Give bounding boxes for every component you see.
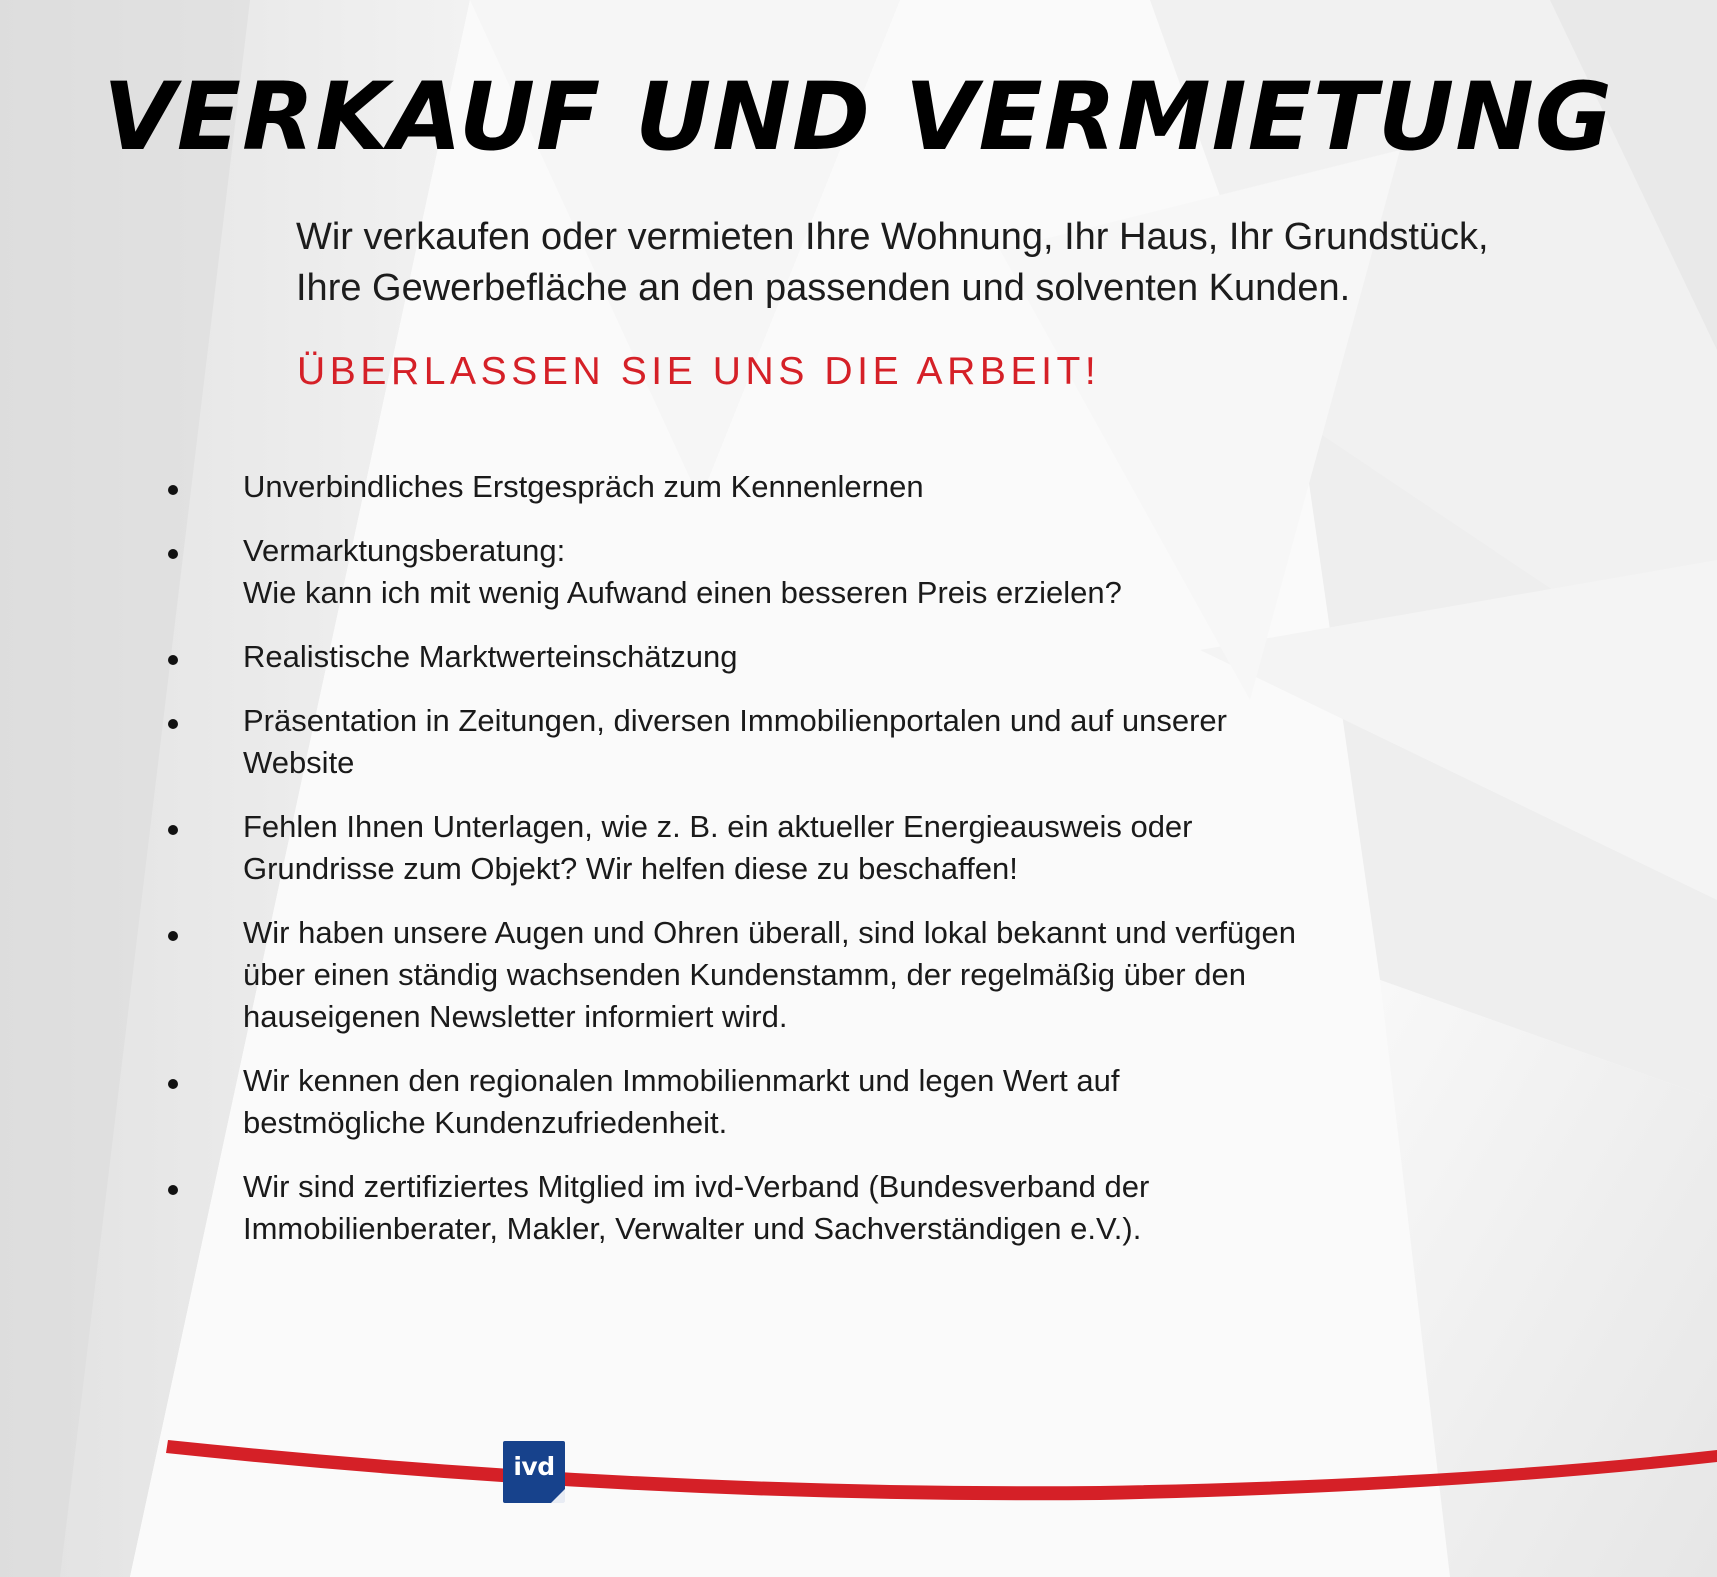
services-list (163, 466, 1443, 1272)
bullet-icon (168, 825, 178, 835)
bullet-icon (168, 485, 178, 495)
logo-corner-accent (551, 1489, 565, 1503)
page-title: VERKAUF UND VERMIETUNG (103, 63, 1614, 172)
service-text: hauseigenen Newsletter informiert wird. (243, 999, 788, 1034)
bullet-icon (168, 549, 178, 559)
bullet-icon (168, 655, 178, 665)
service-item (163, 530, 1443, 614)
bullet-icon (168, 1079, 178, 1089)
service-text: Unverbindliches Erstgespräch zum Kennenlernen (243, 469, 924, 504)
service-text: Website (243, 745, 355, 780)
service-text: Wir kennen den regionalen Immobilienmarkt und legen Wert auf (243, 1063, 1120, 1098)
service-item (163, 806, 1443, 890)
service-text: Immobilienberater, Makler, Verwalter und Sachverständigen e.V.). (243, 1211, 1142, 1246)
service-item (163, 1060, 1443, 1144)
service-text: über einen ständig wachsenden Kundenstamm, der regelmäßig über den (243, 957, 1246, 992)
service-text: Realistische Marktwerteinschätzung (243, 639, 738, 674)
bullet-icon (168, 1185, 178, 1195)
service-item (163, 912, 1443, 1038)
service-text: Wir haben unsere Augen und Ohren überall, sind lokal bekannt und verfügen (243, 915, 1296, 950)
service-item (163, 700, 1443, 784)
service-item (163, 1166, 1443, 1250)
service-text: Vermarktungsberatung: (243, 533, 566, 568)
slogan: ÜBERLASSEN SIE UNS DIE ARBEIT! (297, 350, 1101, 393)
service-text: Fehlen Ihnen Unterlagen, wie z. B. ein aktueller Energieausweis oder (243, 809, 1193, 844)
bullet-icon (168, 719, 178, 729)
service-text: Grundrisse zum Objekt? Wir helfen diese zu beschaffen! (243, 851, 1018, 886)
ivd-logo-icon (503, 1441, 565, 1503)
bullet-icon (168, 931, 178, 941)
service-text: bestmögliche Kundenzufriedenheit. (243, 1105, 728, 1140)
service-text: Präsentation in Zeitungen, diversen Immobilienportalen und auf unserer (243, 703, 1227, 738)
ivd-logo-text: ivd (513, 1452, 555, 1481)
service-item (163, 466, 1443, 508)
service-text: Wir sind zertifiziertes Mitglied im ivd-Verband (Bundesverband der (243, 1169, 1150, 1204)
intro-line: Wir verkaufen oder vermieten Ihre Wohnung, Ihr Haus, Ihr Grundstück, (296, 216, 1489, 258)
intro-line: Ihre Gewerbefläche an den passenden und solventen Kunden. (296, 267, 1351, 309)
service-item (163, 636, 1443, 678)
intro-paragraph (296, 212, 1656, 314)
service-text: Wie kann ich mit wenig Aufwand einen besseren Preis erzielen? (243, 575, 1122, 610)
